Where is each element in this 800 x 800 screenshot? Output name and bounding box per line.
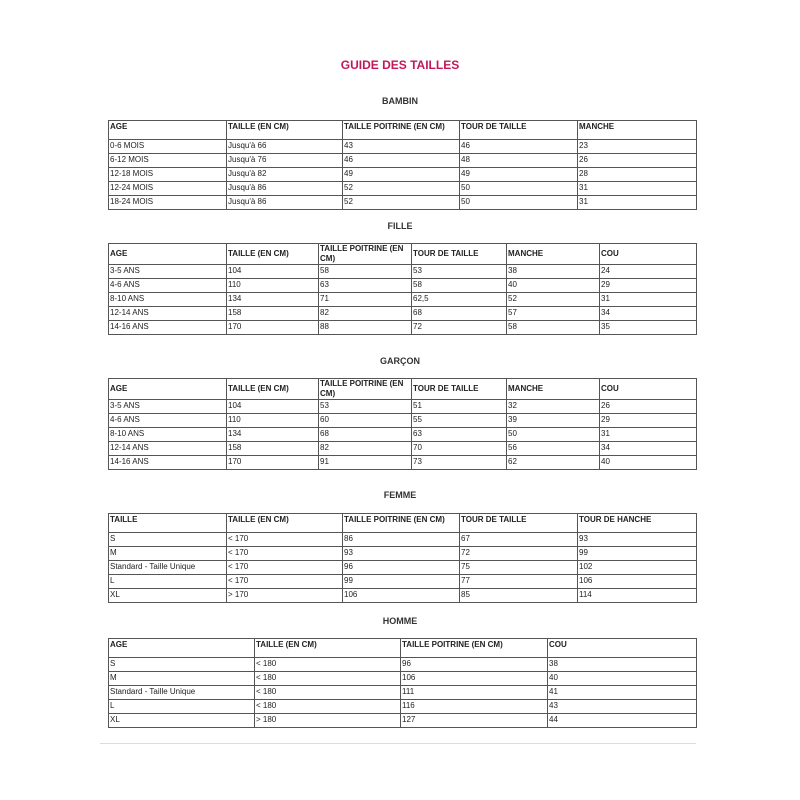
table-row — [109, 140, 697, 154]
table-cell: 134 — [227, 428, 319, 442]
table-cell: 110 — [227, 279, 319, 293]
table-cell: 38 — [548, 658, 697, 672]
table-row — [109, 714, 697, 728]
table-cell: 71 — [319, 293, 412, 307]
table-cell: 43 — [548, 700, 697, 714]
table-cell: 12-18 MOIS — [109, 168, 227, 182]
table-row — [109, 672, 697, 686]
table-cell: 31 — [600, 428, 697, 442]
table-row — [109, 442, 697, 456]
table-cell: 24 — [600, 265, 697, 279]
table-cell: 6-12 MOIS — [109, 154, 227, 168]
size-table-garcon — [108, 378, 697, 470]
table-row — [109, 589, 697, 603]
table-row — [109, 414, 697, 428]
table-cell: 28 — [578, 168, 697, 182]
page-title: GUIDE DES TAILLES — [340, 58, 460, 72]
table-cell: 67 — [460, 533, 578, 547]
table-cell: 29 — [600, 414, 697, 428]
table-cell: < 170 — [227, 575, 343, 589]
table-cell: 35 — [600, 321, 697, 335]
table-cell: 52 — [507, 293, 600, 307]
table-cell: 127 — [401, 714, 548, 728]
table-row — [109, 686, 697, 700]
table-cell: 58 — [507, 321, 600, 335]
table-cell: 14-16 ANS — [109, 321, 227, 335]
table-cell: 40 — [548, 672, 697, 686]
table-cell: 58 — [412, 279, 507, 293]
table-cell: 62,5 — [412, 293, 507, 307]
table-cell: 49 — [343, 168, 460, 182]
table-cell: 31 — [578, 182, 697, 196]
table-cell: 52 — [343, 196, 460, 210]
table-row — [109, 658, 697, 672]
table-cell: > 180 — [255, 714, 401, 728]
section-title-bambin: BAMBIN — [382, 96, 418, 106]
section-title-garcon: GARÇON — [380, 356, 420, 366]
column-header: TAILLE POITRINE (EN CM) — [343, 514, 460, 533]
table-cell: 99 — [578, 547, 697, 561]
table-row — [109, 265, 697, 279]
table-cell: 116 — [401, 700, 548, 714]
table-cell: 49 — [460, 168, 578, 182]
table-cell: 60 — [319, 414, 412, 428]
table-cell: 57 — [507, 307, 600, 321]
table-cell: Jusqu'à 76 — [227, 154, 343, 168]
column-header: TAILLE (EN CM) — [227, 244, 319, 265]
table-cell: 68 — [319, 428, 412, 442]
column-header: TAILLE POITRINE (EN CM) — [343, 121, 460, 140]
table-cell: 63 — [319, 279, 412, 293]
table-cell: 8-10 ANS — [109, 428, 227, 442]
table-cell: M — [109, 672, 255, 686]
table-cell: 53 — [319, 400, 412, 414]
table-cell: 96 — [343, 561, 460, 575]
table-row — [109, 561, 697, 575]
table-cell: 0-6 MOIS — [109, 140, 227, 154]
table-row — [109, 168, 697, 182]
table-cell: 99 — [343, 575, 460, 589]
table-cell: > 170 — [227, 589, 343, 603]
table-cell: 86 — [343, 533, 460, 547]
table-cell: 62 — [507, 456, 600, 470]
table-cell: 3-5 ANS — [109, 400, 227, 414]
table-cell: 48 — [460, 154, 578, 168]
table-cell: 12-24 MOIS — [109, 182, 227, 196]
table-cell: Jusqu'à 82 — [227, 168, 343, 182]
table-row — [109, 293, 697, 307]
table-cell: 31 — [578, 196, 697, 210]
table-row — [109, 575, 697, 589]
table-cell: 34 — [600, 442, 697, 456]
table-cell: 53 — [412, 265, 507, 279]
table-cell: 18-24 MOIS — [109, 196, 227, 210]
table-header-row — [109, 639, 697, 658]
column-header: TAILLE (EN CM) — [255, 639, 401, 658]
table-cell: 70 — [412, 442, 507, 456]
column-header: AGE — [109, 121, 227, 140]
table-cell: Standard - Taille Unique — [109, 561, 227, 575]
table-cell: 77 — [460, 575, 578, 589]
column-header: TOUR DE TAILLE — [412, 379, 507, 400]
table-cell: 26 — [600, 400, 697, 414]
size-table-bambin — [108, 120, 697, 210]
table-cell: 58 — [319, 265, 412, 279]
table-cell: 73 — [412, 456, 507, 470]
table-cell: 55 — [412, 414, 507, 428]
table-cell: 104 — [227, 265, 319, 279]
table-cell: S — [109, 658, 255, 672]
table-header-row — [109, 379, 697, 400]
table-cell: Jusqu'à 86 — [227, 196, 343, 210]
table-cell: 34 — [600, 307, 697, 321]
table-cell: 106 — [343, 589, 460, 603]
table-cell: Jusqu'à 86 — [227, 182, 343, 196]
table-row — [109, 428, 697, 442]
table-cell: 72 — [460, 547, 578, 561]
table-row — [109, 307, 697, 321]
table-row — [109, 700, 697, 714]
column-header: TAILLE (EN CM) — [227, 121, 343, 140]
column-header: TAILLE — [109, 514, 227, 533]
size-table-homme — [108, 638, 697, 728]
table-cell: 50 — [460, 182, 578, 196]
table-cell: 50 — [460, 196, 578, 210]
table-cell: 40 — [600, 456, 697, 470]
table-cell: < 170 — [227, 561, 343, 575]
table-cell: 26 — [578, 154, 697, 168]
column-header: COU — [548, 639, 697, 658]
table-cell: 40 — [507, 279, 600, 293]
column-header: COU — [600, 379, 697, 400]
table-cell: 29 — [600, 279, 697, 293]
table-cell: 96 — [401, 658, 548, 672]
column-header: TOUR DE TAILLE — [460, 121, 578, 140]
column-header: TAILLE POITRINE (EN CM) — [319, 244, 412, 265]
table-cell: 4-6 ANS — [109, 279, 227, 293]
table-cell: 46 — [343, 154, 460, 168]
table-row — [109, 182, 697, 196]
table-row — [109, 196, 697, 210]
table-cell: 114 — [578, 589, 697, 603]
table-cell: 93 — [343, 547, 460, 561]
divider — [100, 743, 696, 744]
table-cell: 68 — [412, 307, 507, 321]
table-cell: M — [109, 547, 227, 561]
column-header: AGE — [109, 244, 227, 265]
table-cell: 134 — [227, 293, 319, 307]
section-title-femme: FEMME — [383, 490, 417, 500]
table-cell: 12-14 ANS — [109, 307, 227, 321]
table-cell: < 170 — [227, 533, 343, 547]
table-cell: 23 — [578, 140, 697, 154]
table-cell: < 170 — [227, 547, 343, 561]
table-cell: 110 — [227, 414, 319, 428]
table-cell: 4-6 ANS — [109, 414, 227, 428]
table-cell: 170 — [227, 456, 319, 470]
table-cell: 41 — [548, 686, 697, 700]
table-row — [109, 154, 697, 168]
column-header: TAILLE POITRINE (EN CM) — [401, 639, 548, 658]
table-cell: 170 — [227, 321, 319, 335]
column-header: TOUR DE TAILLE — [460, 514, 578, 533]
table-cell: 158 — [227, 307, 319, 321]
column-header: TOUR DE HANCHE — [578, 514, 697, 533]
table-cell: 50 — [507, 428, 600, 442]
table-cell: < 180 — [255, 686, 401, 700]
column-header: MANCHE — [507, 379, 600, 400]
table-cell: 38 — [507, 265, 600, 279]
table-cell: 106 — [401, 672, 548, 686]
table-cell: 31 — [600, 293, 697, 307]
table-cell: 14-16 ANS — [109, 456, 227, 470]
table-cell: XL — [109, 589, 227, 603]
table-cell: 158 — [227, 442, 319, 456]
table-row — [109, 321, 697, 335]
table-cell: Standard - Taille Unique — [109, 686, 255, 700]
table-cell: 44 — [548, 714, 697, 728]
table-cell: 3-5 ANS — [109, 265, 227, 279]
table-cell: < 180 — [255, 672, 401, 686]
table-cell: 43 — [343, 140, 460, 154]
table-cell: 63 — [412, 428, 507, 442]
section-title-homme: HOMME — [382, 616, 418, 626]
table-cell: 111 — [401, 686, 548, 700]
table-row — [109, 547, 697, 561]
table-row — [109, 400, 697, 414]
table-cell: 104 — [227, 400, 319, 414]
column-header: TAILLE (EN CM) — [227, 379, 319, 400]
table-row — [109, 456, 697, 470]
table-cell: 106 — [578, 575, 697, 589]
table-cell: 85 — [460, 589, 578, 603]
table-cell: 72 — [412, 321, 507, 335]
table-cell: 82 — [319, 307, 412, 321]
table-header-row — [109, 121, 697, 140]
table-cell: 52 — [343, 182, 460, 196]
table-cell: 93 — [578, 533, 697, 547]
table-cell: 82 — [319, 442, 412, 456]
column-header: TAILLE (EN CM) — [227, 514, 343, 533]
table-cell: 88 — [319, 321, 412, 335]
table-cell: L — [109, 700, 255, 714]
size-table-fille — [108, 243, 697, 335]
table-cell: 51 — [412, 400, 507, 414]
column-header: AGE — [109, 379, 227, 400]
table-cell: 39 — [507, 414, 600, 428]
column-header: COU — [600, 244, 697, 265]
column-header: MANCHE — [578, 121, 697, 140]
table-cell: < 180 — [255, 658, 401, 672]
table-row — [109, 279, 697, 293]
table-cell: 12-14 ANS — [109, 442, 227, 456]
table-cell: XL — [109, 714, 255, 728]
table-cell: S — [109, 533, 227, 547]
column-header: AGE — [109, 639, 255, 658]
column-header: TOUR DE TAILLE — [412, 244, 507, 265]
table-cell: Jusqu'à 66 — [227, 140, 343, 154]
table-cell: 102 — [578, 561, 697, 575]
table-cell: 46 — [460, 140, 578, 154]
table-cell: 56 — [507, 442, 600, 456]
table-cell: 91 — [319, 456, 412, 470]
table-cell: 8-10 ANS — [109, 293, 227, 307]
table-cell: 32 — [507, 400, 600, 414]
table-header-row — [109, 514, 697, 533]
column-header: TAILLE POITRINE (EN CM) — [319, 379, 412, 400]
column-header: MANCHE — [507, 244, 600, 265]
table-cell: L — [109, 575, 227, 589]
section-title-fille: FILLE — [387, 221, 413, 231]
table-header-row — [109, 244, 697, 265]
table-cell: 75 — [460, 561, 578, 575]
table-cell: < 180 — [255, 700, 401, 714]
table-row — [109, 533, 697, 547]
size-table-femme — [108, 513, 697, 603]
